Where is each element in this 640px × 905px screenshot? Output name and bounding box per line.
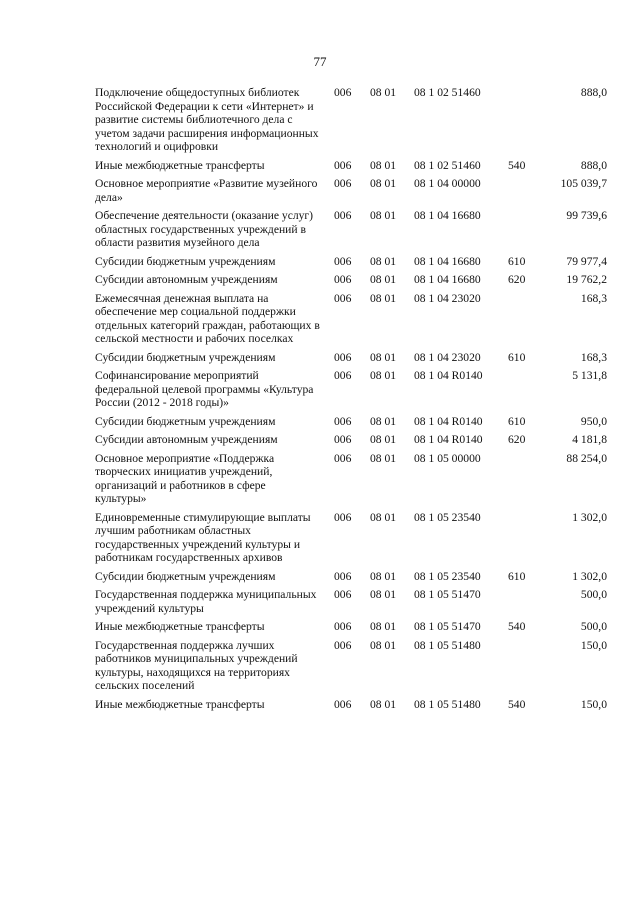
row-department-code: 006 [334, 273, 352, 286]
row-section-code: 08 01 [370, 291, 397, 305]
row-expense-type-code: 540 [508, 158, 526, 172]
row-target-code: 08 1 04 R0140 [414, 414, 483, 428]
row-target-code: 08 1 05 51480 [414, 638, 481, 652]
row-amount: 888,0 [580, 158, 607, 172]
row-department-code: 006 [334, 209, 352, 222]
row-section-code: 08 01 [370, 273, 397, 286]
table-row [0, 452, 640, 506]
row-name: Единовременные стимулирующие выплаты лучшим работникам областных государственных учреждений культуры и работникам государственных архивов [95, 510, 311, 564]
row-name: Иные межбюджетные трансферты [95, 158, 265, 172]
row-expense-type-code: 540 [508, 697, 526, 711]
row-department-code: 006 [334, 510, 352, 524]
row-department-code: 006 [334, 369, 352, 382]
row-amount: 168,3 [580, 350, 607, 364]
row-section-code: 08 01 [370, 86, 397, 99]
row-amount: 950,0 [580, 414, 607, 428]
table-row [0, 86, 640, 154]
row-expense-type-code: 610 [508, 414, 526, 428]
row-department-code: 006 [334, 414, 352, 428]
page-number: 77 [313, 54, 327, 69]
row-expense-type-code: 620 [508, 433, 526, 446]
row-amount: 500,0 [580, 588, 607, 601]
table-row [0, 570, 640, 584]
table-row [0, 255, 640, 269]
row-department-code: 006 [334, 177, 352, 190]
row-expense-type-code: 610 [508, 350, 526, 364]
row-target-code: 08 1 05 00000 [414, 451, 481, 465]
row-section-code: 08 01 [370, 209, 397, 222]
table-row [0, 369, 640, 410]
row-amount: 1 302,0 [572, 510, 607, 524]
row-name: Обеспечение деятельности (оказание услуг) областных государственных учреждений в области развития музейного дела [95, 209, 314, 249]
row-amount: 150,0 [580, 697, 607, 711]
row-amount: 500,0 [580, 620, 607, 633]
row-section-code: 08 01 [370, 414, 397, 428]
row-department-code: 006 [334, 638, 352, 652]
row-target-code: 08 1 04 16680 [414, 254, 481, 268]
row-amount: 168,3 [580, 291, 607, 305]
row-department-code: 006 [334, 291, 352, 305]
row-name: Субсидии бюджетным учреждениям [95, 350, 276, 364]
row-target-code: 08 1 05 51470 [414, 620, 481, 633]
row-section-code: 08 01 [370, 158, 397, 172]
row-expense-type-code: 610 [508, 254, 526, 268]
row-department-code: 006 [334, 451, 352, 465]
table-row [0, 433, 640, 447]
row-section-code: 08 01 [370, 697, 397, 711]
table-row [0, 415, 640, 429]
row-target-code: 08 1 04 23020 [414, 291, 481, 305]
row-name: Субсидии бюджетным учреждениям [95, 569, 276, 583]
table-row [0, 511, 640, 565]
row-department-code: 006 [334, 254, 352, 268]
row-section-code: 08 01 [370, 451, 397, 465]
row-name: Субсидии автономным учреждениям [95, 273, 278, 286]
row-name: Иные межбюджетные трансферты [95, 620, 265, 633]
row-target-code: 08 1 04 R0140 [414, 369, 483, 382]
row-section-code: 08 01 [370, 177, 397, 190]
table-row [0, 698, 640, 712]
row-name: Субсидии автономным учреждениям [95, 433, 278, 446]
row-section-code: 08 01 [370, 369, 397, 382]
row-target-code: 08 1 04 23020 [414, 350, 481, 364]
row-section-code: 08 01 [370, 569, 397, 583]
row-name: Государственная поддержка муниципальных учреждений культуры [95, 588, 317, 615]
table-row [0, 351, 640, 365]
row-section-code: 08 01 [370, 638, 397, 652]
row-name: Иные межбюджетные трансферты [95, 697, 265, 711]
row-department-code: 006 [334, 697, 352, 711]
table-row [0, 273, 640, 287]
row-section-code: 08 01 [370, 433, 397, 446]
row-name: Субсидии бюджетным учреждениям [95, 254, 276, 268]
table-row [0, 209, 640, 250]
row-amount: 99 739,6 [566, 209, 607, 222]
row-amount: 1 302,0 [572, 569, 607, 583]
row-target-code: 08 1 05 23540 [414, 510, 481, 524]
row-name: Подключение общедоступных библиотек Российской Федерации к сети «Интернет» и развитие системы библиотечного дела с учетом задачи расширения информационных технологий и оцифровки [95, 86, 319, 153]
row-expense-type-code: 620 [508, 273, 526, 286]
row-name: Ежемесячная денежная выплата на обеспечение мер социальной поддержки отдельных категорий граждан, работающих в сельской местности и рабочих поселках [95, 291, 320, 345]
row-department-code: 006 [334, 433, 352, 446]
table-row [0, 159, 640, 173]
row-department-code: 006 [334, 588, 352, 601]
row-section-code: 08 01 [370, 510, 397, 524]
row-department-code: 006 [334, 158, 352, 172]
row-name: Государственная поддержка лучших работников муниципальных учреждений культуры, находящихся на территориях сельских поселений [95, 638, 298, 692]
table-row [0, 292, 640, 346]
table-row [0, 639, 640, 693]
row-target-code: 08 1 02 51460 [414, 158, 481, 172]
row-section-code: 08 01 [370, 588, 397, 601]
row-amount: 4 181,8 [572, 433, 607, 446]
row-department-code: 006 [334, 620, 352, 633]
table-row [0, 177, 640, 204]
row-target-code: 08 1 04 16680 [414, 209, 481, 222]
table-row [0, 588, 640, 615]
row-department-code: 006 [334, 569, 352, 583]
row-section-code: 08 01 [370, 254, 397, 268]
row-target-code: 08 1 05 51480 [414, 697, 481, 711]
row-amount: 19 762,2 [566, 273, 607, 286]
row-section-code: 08 01 [370, 350, 397, 364]
row-expense-type-code: 540 [508, 620, 526, 633]
row-target-code: 08 1 04 R0140 [414, 433, 483, 446]
row-name: Основное мероприятие «Поддержка творческих инициатив учреждений, организаций и работников в сфере культуры» [95, 451, 275, 505]
row-amount: 105 039,7 [560, 177, 607, 190]
row-target-code: 08 1 05 51470 [414, 588, 481, 601]
row-target-code: 08 1 04 00000 [414, 177, 481, 190]
row-amount: 79 977,4 [566, 254, 607, 268]
row-target-code: 08 1 05 23540 [414, 569, 481, 583]
row-name: Софинансирование мероприятий федеральной целевой программы «Культура России (2012 - 2018 годы)» [95, 369, 314, 409]
row-amount: 5 131,8 [572, 369, 607, 382]
table-row [0, 620, 640, 634]
row-section-code: 08 01 [370, 620, 397, 633]
row-department-code: 006 [334, 350, 352, 364]
row-target-code: 08 1 02 51460 [414, 86, 481, 99]
row-target-code: 08 1 04 16680 [414, 273, 481, 286]
row-amount: 888,0 [580, 86, 607, 99]
row-amount: 88 254,0 [566, 451, 607, 465]
row-name: Основное мероприятие «Развитие музейного дела» [95, 177, 318, 204]
row-expense-type-code: 610 [508, 569, 526, 583]
budget-table [0, 86, 640, 716]
row-amount: 150,0 [580, 638, 607, 652]
row-name: Субсидии бюджетным учреждениям [95, 414, 276, 428]
row-department-code: 006 [334, 86, 352, 99]
